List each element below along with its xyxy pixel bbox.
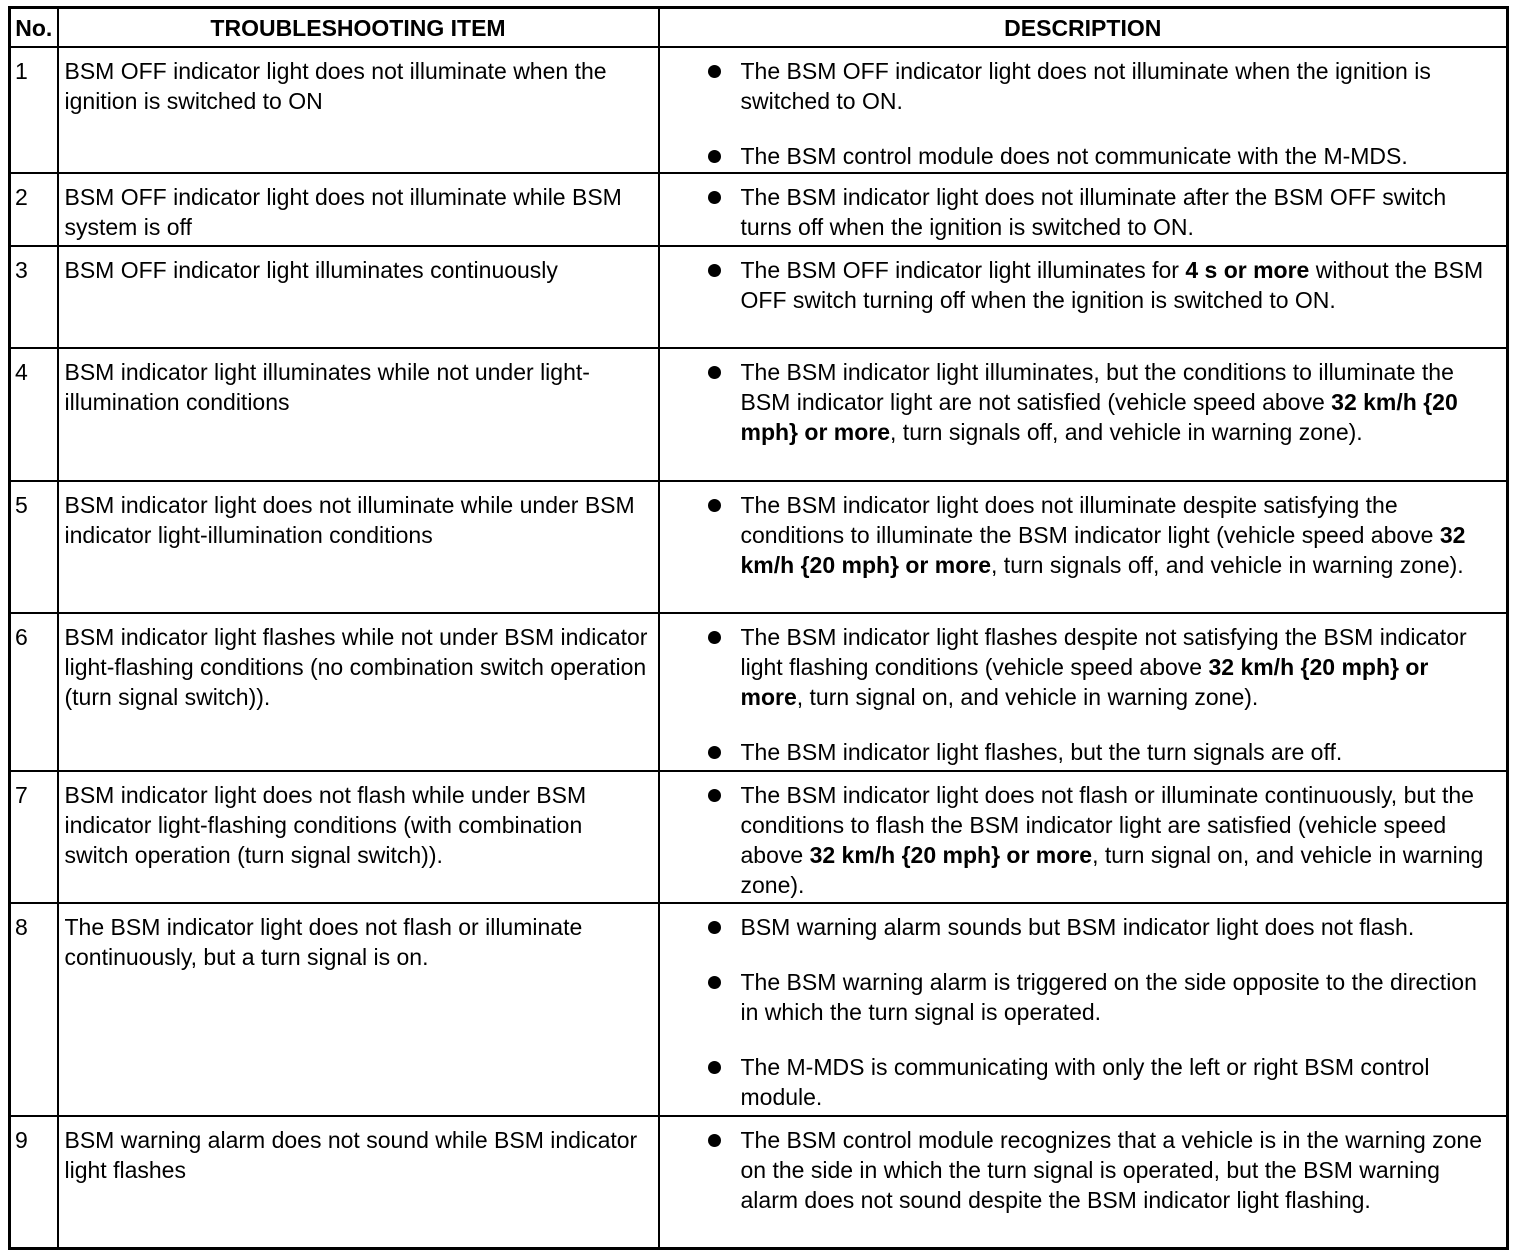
description-cell [659, 613, 1508, 771]
description-emphasis: 32 km/h {20 mph} or more [809, 841, 1093, 868]
description-cell [659, 1116, 1508, 1249]
description-item [708, 622, 1497, 712]
row-number: 2 [10, 173, 58, 245]
description-text: The BSM indicator light flashes, but the turn signals are off. [740, 739, 1343, 766]
description-text: The M-MDS is communicating with only the left or right BSM control module. [740, 1054, 1430, 1111]
row-number: 4 [10, 348, 58, 480]
header-description: DESCRIPTION [659, 8, 1508, 48]
description-list [708, 56, 1497, 171]
troubleshooting-item: BSM warning alarm does not sound while BSM indicator light flashes [58, 1116, 659, 1249]
description-cell [659, 771, 1508, 903]
description-text: , turn signals off, and vehicle in warning zone). [991, 551, 1464, 578]
description-emphasis: 32 km/h {20 mph} or more [740, 389, 1458, 446]
description-item [708, 1125, 1497, 1215]
row-number: 1 [10, 47, 58, 173]
description-cell [659, 246, 1508, 348]
table-row [10, 1116, 1508, 1249]
header-troubleshooting-item: TROUBLESHOOTING ITEM [58, 8, 659, 48]
description-item [708, 967, 1497, 1027]
table-row [10, 173, 1508, 245]
table-row [10, 903, 1508, 1116]
description-list [708, 255, 1497, 315]
troubleshooting-item: BSM OFF indicator light illuminates continuously [58, 246, 659, 348]
description-list [708, 357, 1497, 447]
bullet-icon [708, 366, 721, 379]
description-item [708, 912, 1497, 942]
description-text: The BSM indicator light does not flash or illuminate continuously, but the conditions to flash the BSM indicator light are satisfied (vehicle speed above [740, 781, 1474, 868]
description-item [708, 1052, 1497, 1112]
troubleshooting-item: The BSM indicator light does not flash or illuminate continuously, but a turn signal is on. [58, 903, 659, 1116]
description-item [708, 490, 1497, 580]
troubleshooting-item: BSM OFF indicator light does not illuminate when the ignition is switched to ON [58, 47, 659, 173]
description-cell [659, 348, 1508, 480]
description-cell [659, 481, 1508, 613]
table-body [10, 47, 1508, 1249]
header-row [10, 8, 1508, 48]
description-item [708, 255, 1497, 315]
description-list [708, 1125, 1497, 1215]
description-item [708, 357, 1497, 447]
bullet-icon [708, 746, 721, 759]
description-list [708, 780, 1497, 900]
description-text: The BSM control module does not communicate with the M-MDS. [740, 143, 1408, 169]
bullet-icon [708, 264, 721, 277]
table-row [10, 771, 1508, 903]
table-row [10, 348, 1508, 480]
description-text: The BSM indicator light does not illuminate despite satisfying the conditions to illuminate the BSM indicator light (vehicle speed above [740, 491, 1440, 548]
description-text: BSM warning alarm sounds but BSM indicator light does not flash. [740, 914, 1415, 941]
description-item [708, 56, 1497, 116]
description-cell [659, 173, 1508, 245]
row-number: 7 [10, 771, 58, 903]
description-text: , turn signals off, and vehicle in warning zone). [890, 419, 1363, 446]
description-text: The BSM OFF indicator light illuminates for [740, 256, 1186, 283]
troubleshooting-item: BSM indicator light does not illuminate while under BSM indicator light-illumination conditions [58, 481, 659, 613]
table-row [10, 613, 1508, 771]
description-item [708, 141, 1497, 171]
description-list [708, 912, 1497, 1112]
description-text: , turn signal on, and vehicle in warning zone). [740, 841, 1484, 898]
bullet-icon [708, 1061, 721, 1074]
description-emphasis: 4 s or more [1185, 256, 1310, 283]
description-text: The BSM OFF indicator light does not illuminate when the ignition is switched to ON. [740, 58, 1431, 114]
troubleshooting-item: BSM indicator light flashes while not under BSM indicator light-flashing conditions (no combination switch operation (turn signal switch)). [58, 613, 659, 771]
troubleshooting-table [8, 6, 1509, 1250]
description-text: The BSM indicator light illuminates, but the conditions to illuminate the BSM indicator light are not satisfied (vehicle speed above [740, 359, 1454, 416]
description-list [708, 182, 1497, 242]
description-item [708, 780, 1497, 900]
bullet-icon [708, 499, 721, 512]
troubleshooting-item: BSM indicator light illuminates while not under light-illumination conditions [58, 348, 659, 480]
row-number: 5 [10, 481, 58, 613]
bullet-icon [708, 191, 721, 204]
table-row [10, 481, 1508, 613]
description-emphasis: 32 km/h {20 mph} or more [740, 654, 1429, 711]
table-row [10, 47, 1508, 173]
bullet-icon [708, 631, 721, 644]
description-emphasis: 32 km/h {20 mph} or more [740, 521, 1466, 578]
row-number: 8 [10, 903, 58, 1116]
description-text: The BSM warning alarm is triggered on the side opposite to the direction in which the turn signal is operated. [740, 969, 1477, 1026]
bullet-icon [708, 150, 721, 163]
troubleshooting-item: BSM OFF indicator light does not illuminate while BSM system is off [58, 173, 659, 245]
description-text: without the BSM OFF switch turning off when the ignition is switched to ON. [740, 256, 1484, 313]
header-no: No. [10, 8, 58, 48]
table-row [10, 246, 1508, 348]
row-number: 3 [10, 246, 58, 348]
description-list [708, 490, 1497, 580]
row-number: 9 [10, 1116, 58, 1249]
description-text: The BSM control module recognizes that a vehicle is in the warning zone on the side in which the turn signal is operated, but the BSM warning alarm does not sound despite the BSM indicator light flashing. [740, 1126, 1483, 1213]
description-item [708, 182, 1497, 242]
description-text: , turn signal on, and vehicle in warning zone). [796, 684, 1259, 711]
description-cell [659, 903, 1508, 1116]
troubleshooting-item: BSM indicator light does not flash while under BSM indicator light-flashing conditions (with combination switch operation (turn signal switch)). [58, 771, 659, 903]
bullet-icon [708, 976, 721, 989]
description-item [708, 737, 1497, 767]
description-list [708, 622, 1497, 767]
description-text: The BSM indicator light does not illuminate after the BSM OFF switch turns off when the ignition is switched to ON. [740, 184, 1447, 241]
bullet-icon [708, 65, 721, 78]
bullet-icon [708, 921, 721, 934]
bullet-icon [708, 789, 721, 802]
description-text: The BSM indicator light flashes despite not satisfying the BSM indicator light flashing conditions (vehicle speed above [740, 624, 1467, 681]
row-number: 6 [10, 613, 58, 771]
bullet-icon [708, 1134, 721, 1147]
description-cell [659, 47, 1508, 173]
